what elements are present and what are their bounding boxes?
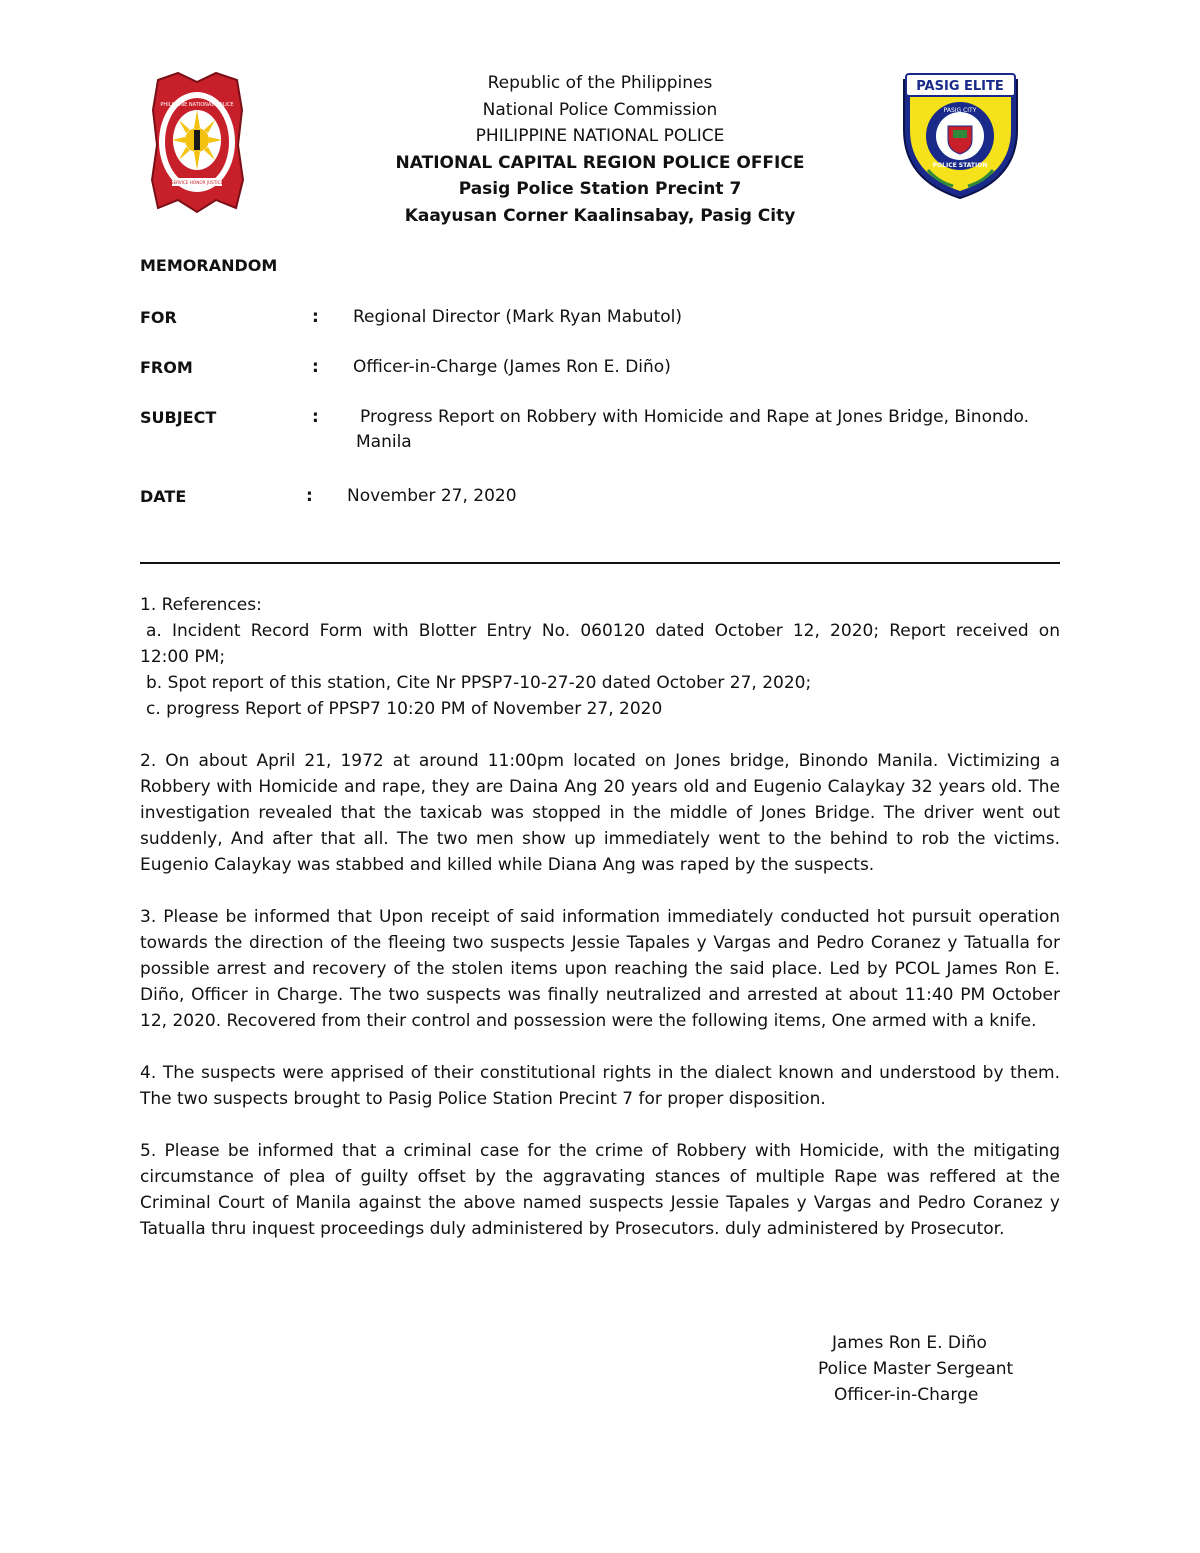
reference-a-line1: a. Incident Record Form with Blotter Entry No. 060120 dated October 12, 2020; Report received on — [146, 621, 1060, 641]
pnp-seal-icon — [150, 70, 245, 215]
paragraph-3: 3. Please be informed that Upon receipt of said information immediately conducted hot pursuit operation towards the direction of the fleeing two suspects Jessie Tapales y Vargas and Pedro Coranez y Tatualla for possible arrest and recovery of the stolen items upon reaching the said place. Led by PCOL James Ron E. Diño, Officer in Charge. The two suspects was finally neutralized and arrested at about 11:40 PM October 12, 2020. Recovered from their control and possession were the following items, One armed with a knife. — [140, 907, 1060, 1031]
paragraph-2: 2. On about April 21, 1972 at around 11:00pm located on Jones bridge, Binondo Manila. Victimizing a Robbery with Homicide and rape, they are Daina Ang 20 years old and Eugenio Calaykay 32 years old. The investigation revealed that the taxicab was stopped in the middle of Jones Bridge. The driver went out suddenly, And after that all. The two men show up immediately went to the behind to rob the victims. Eugenio Calaykay was stabbed and killed while Diana Ang was raped by the suspects. — [140, 751, 1060, 875]
pasig-elite-banner: PASIG ELITE — [916, 79, 1004, 94]
date-value: November 27, 2020 — [347, 486, 517, 506]
for-value: Regional Director (Mark Ryan Mabutol) — [353, 307, 683, 327]
pasig-ring-text: PASIG CITY — [943, 107, 977, 114]
from-value: Officer-in-Charge (James Ron E. Diño) — [353, 357, 671, 377]
letterhead-napolcom: National Police Commission — [482, 99, 718, 120]
signatory-position: Officer-in-Charge — [834, 1385, 979, 1405]
reference-a-line2: 12:00 PM; — [140, 647, 226, 667]
letterhead-ncrpo: NATIONAL CAPITAL REGION POLICE OFFICE — [395, 152, 805, 173]
signatory-rank: Police Master Sergeant — [818, 1359, 1014, 1379]
paragraph-5: 5. Please be informed that a criminal case for the crime of Robbery with Homicide, with the mitigating circumstance of plea of guilty offset by the aggravating stances of multiple Rape was reffered at the Criminal Court of Manila against the above named suspects Jessie Tapales y Vargas and Pedro Coranez y Tatualla thru inquest proceedings duly administered by Prosecutors. duly administered by Prosecutor. — [140, 1141, 1060, 1239]
memo-body — [140, 592, 1060, 1268]
pasig-bottom-text: POLICE STATION — [932, 162, 988, 169]
paragraph-4: 4. The suspects were apprised of their constitutional rights in the dialect known and understood by them. The two suspects brought to Pasig Police Station Precint 7 for proper disposition. — [140, 1063, 1060, 1109]
signature-block — [810, 1330, 1050, 1408]
reference-b: b. Spot report of this station, Cite Nr PPSP7-10-27-20 dated October 27, 2020; — [146, 673, 812, 693]
for-colon: : — [312, 307, 319, 327]
letterhead — [300, 70, 900, 229]
for-label: FOR — [140, 308, 177, 327]
references-heading: 1. References: — [140, 595, 262, 615]
letterhead-address: Kaayusan Corner Kaalinsabay, Pasig City — [404, 205, 796, 226]
letterhead-station: Pasig Police Station Precint 7 — [458, 179, 742, 199]
subject-colon: : — [312, 407, 319, 427]
subject-value-line2: Manila — [356, 432, 412, 452]
pnp-ring-text: PHILIPPINE NATIONAL POLICE — [160, 102, 234, 108]
date-colon: : — [306, 486, 313, 506]
subject-value-line1: Progress Report on Robbery with Homicide and Rape at Jones Bridge, Binondo. — [360, 407, 1030, 427]
from-colon: : — [312, 357, 319, 377]
memo-title: MEMORANDOM — [140, 256, 278, 275]
reference-c: c. progress Report of PPSP7 10:20 PM of November 27, 2020 — [146, 699, 663, 719]
header-divider — [140, 562, 1060, 564]
pasig-elite-badge-icon — [898, 70, 1023, 202]
letterhead-republic: Republic of the Philippines — [487, 73, 713, 93]
date-label: DATE — [140, 487, 187, 506]
from-label: FROM — [140, 358, 193, 377]
pnp-motto-text: SERVICE HONOR JUSTICE — [170, 180, 224, 185]
letterhead-pnp: PHILIPPINE NATIONAL POLICE — [475, 126, 725, 146]
subject-label: SUBJECT — [140, 408, 217, 427]
signatory-name: James Ron E. Diño — [832, 1333, 987, 1353]
references-section — [140, 592, 1060, 722]
